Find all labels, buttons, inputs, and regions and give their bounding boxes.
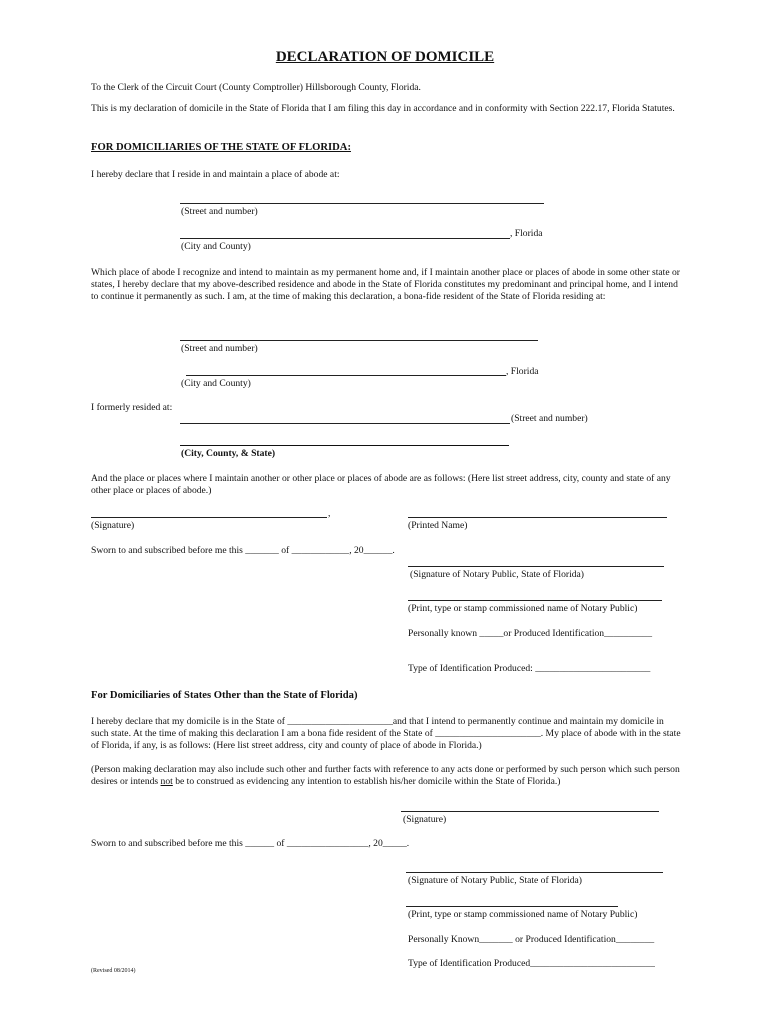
city-field-2[interactable] xyxy=(186,375,506,376)
addressee-text: To the Clerk of the Circuit Court (County Comptroller) Hillsborough County, Florida. xyxy=(91,82,421,93)
printed-name-field[interactable] xyxy=(408,517,667,518)
street-field-1[interactable] xyxy=(180,203,544,204)
printed-name-label: (Printed Name) xyxy=(408,520,468,531)
florida-suffix-2: , Florida xyxy=(506,366,539,377)
sworn-text-1: Sworn to and subscribed before me this _______ of ____________, 20______. xyxy=(91,545,395,556)
city-label-2: (City and County) xyxy=(181,378,251,389)
id-type-2: Type of Identification Produced__________________________ xyxy=(408,958,655,969)
formerly-street-field[interactable] xyxy=(180,423,510,424)
notary-signature-field-1[interactable] xyxy=(408,566,664,567)
signature-comma: , xyxy=(328,508,331,519)
notary-name-field-1[interactable] xyxy=(408,600,662,601)
person-making-declaration-text xyxy=(91,764,683,788)
section2-heading: For Domiciliaries of States Other than the State of Florida) xyxy=(91,690,358,701)
notary-name-label-1: (Print, type or stamp commissioned name of Notary Public) xyxy=(408,603,638,614)
florida-suffix-1: , Florida xyxy=(510,228,543,239)
formerly-street-label: (Street and number) xyxy=(511,413,588,424)
street-field-2[interactable] xyxy=(180,340,538,341)
other-state-declaration: I hereby declare that my domicile is in the State of ______________________and that I intend to permanently continue and maintain my domicile in such state. At the time of making this declaration I am a bona fide resident of the State of ______________________. My place of abode with in the state of Florida, if any, is as follows: (Here list street address, city and county of place of abode in Florida.) xyxy=(91,716,681,751)
formerly-label: I formerly resided at: xyxy=(91,402,173,413)
street-label-2: (Street and number) xyxy=(181,343,258,354)
sworn-text-2: Sworn to and subscribed before me this ______ of _________________, 20_____. xyxy=(91,838,410,849)
personally-known-1: Personally known _____or Produced Identification__________ xyxy=(408,628,653,639)
notary-signature-label-2: (Signature of Notary Public, State of Florida) xyxy=(408,875,582,886)
permanent-home-text: Which place of abode I recognize and intend to maintain as my permanent home and, if I maintain another place or places of abode in some other state or states, I hereby declare that my above-described residence and abode in the State of Florida constitutes my predominant and principal home, and I intend to continue it permanently as such. I am, at the time of making this declaration, a bona-fide resident of the State of Florida residing at: xyxy=(91,267,680,302)
declaration-intro: This is my declaration of domicile in the State of Florida that I am filing this day in accordance and in conformity with Section 222.17, Florida Statutes. xyxy=(91,103,675,114)
notary-signature-label-1: (Signature of Notary Public, State of Florida) xyxy=(410,569,584,580)
reside-text: I hereby declare that I reside in and maintain a place of abode at: xyxy=(91,169,340,180)
notary-signature-field-2[interactable] xyxy=(406,872,663,873)
city-label-1: (City and County) xyxy=(181,241,251,252)
street-label-1: (Street and number) xyxy=(181,206,258,217)
formerly-city-label: (City, County, & State) xyxy=(181,448,276,459)
notary-name-field-2[interactable] xyxy=(406,906,618,907)
other-places-text: And the place or places where I maintain another or other place or places of abode are as follows: (Here list street address, city, county and state of any other place or places of abode.) xyxy=(91,473,671,496)
personally-known-2: Personally Known_______ or Produced Identification________ xyxy=(408,934,655,945)
page-title: DECLARATION OF DOMICILE xyxy=(275,49,495,65)
person-text-not: not xyxy=(160,776,173,787)
city-field-1[interactable] xyxy=(180,238,510,239)
revised-footer: (Revised 08/2014) xyxy=(91,968,136,974)
signature-field-2[interactable] xyxy=(401,811,659,812)
person-text-a: (Person making declaration may also include such other and further facts with reference to any acts done or performed by such person which such person desires or intends xyxy=(91,764,680,787)
person-text-b: be to construed as evidencing any intention to establish his/her domicile within the State of Florida.) xyxy=(172,776,561,787)
signature-field-1[interactable] xyxy=(91,517,327,518)
signature-label-1: (Signature) xyxy=(91,520,135,531)
id-type-1: Type of Identification Produced: ________________________ xyxy=(408,663,651,674)
section1-heading: FOR DOMICILIARIES OF THE STATE OF FLORIDA: xyxy=(91,142,351,153)
formerly-city-field[interactable] xyxy=(180,445,509,446)
notary-name-label-2: (Print, type or stamp commissioned name of Notary Public) xyxy=(408,909,638,920)
signature-label-2: (Signature) xyxy=(403,814,447,825)
